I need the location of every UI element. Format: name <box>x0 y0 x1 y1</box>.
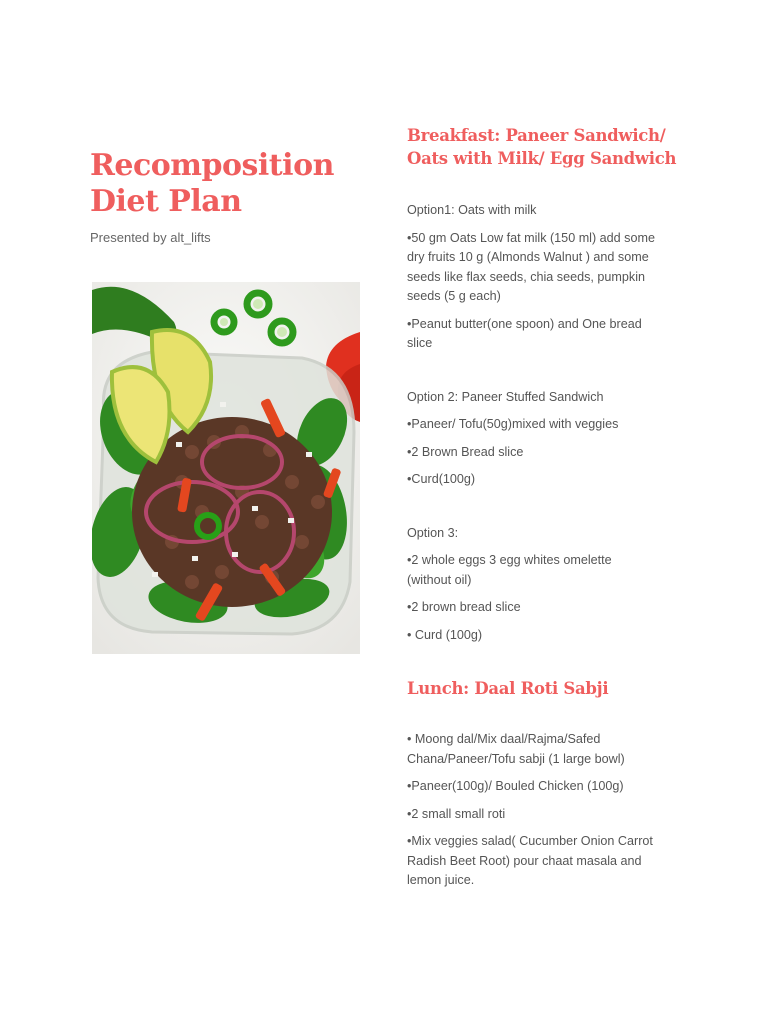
page-title <box>90 148 370 220</box>
text-line: lemon juice. <box>407 873 475 887</box>
option-2-item-2 <box>407 443 677 463</box>
title-block <box>90 148 370 245</box>
text-line: •2 Brown Bread slice <box>407 444 524 459</box>
text-line: •2 small small roti <box>407 806 506 821</box>
option-2-item-1 <box>407 415 677 435</box>
option-1-item-1 <box>407 229 677 307</box>
lunch-item-3 <box>407 805 677 825</box>
option-2-label: Option 2: Paneer Stuffed Sandwich <box>407 389 604 404</box>
text-line: seeds like flax seeds, chia seeds, pumpkin <box>407 269 646 284</box>
lunch-items <box>407 730 677 891</box>
text-line: •Mix veggies salad( Cucumber Onion Carrot <box>407 834 653 848</box>
breakfast-heading <box>407 124 677 170</box>
option-3-item-3 <box>407 626 677 646</box>
text-line: • Moong dal/Mix daal/Rajma/Safed <box>407 732 601 746</box>
text-line: •Curd(100g) <box>407 472 476 486</box>
breakfast-heading-line-1: Breakfast: Paneer Sandwich/ <box>407 126 666 145</box>
text-line: slice <box>407 336 433 350</box>
text-line: •Paneer/ Tofu(50g)mixed with veggies <box>407 417 619 431</box>
breakfast-option-1 <box>407 201 677 354</box>
option-2-item-3 <box>407 470 677 490</box>
text-line: • Curd (100g) <box>407 627 483 642</box>
lunch-heading: Lunch: Daal Roti Sabji <box>407 679 609 698</box>
option-1-label: Option1: Oats with milk <box>407 203 537 217</box>
lunch-item-1 <box>407 730 677 769</box>
text-line: •2 brown bread slice <box>407 600 521 614</box>
text-line: dry fruits 10 g (Almonds Walnut ) and some <box>407 250 649 264</box>
breakfast-heading-line-2: Oats with Milk/ Egg Sandwich <box>407 149 677 168</box>
page-title-line-1: Recomposition <box>90 148 334 183</box>
breakfast-option-3 <box>407 524 677 646</box>
page-title-line-2: Diet Plan <box>90 184 242 219</box>
option-3-label: Option 3: <box>407 525 459 540</box>
text-line: seeds (5 g each) <box>407 289 501 303</box>
breakfast-option-2 <box>407 388 677 490</box>
text-line: Chana/Paneer/Tofu sabji (1 large bowl) <box>407 751 625 766</box>
text-line: (without oil) <box>407 572 472 587</box>
salad-bowl-photo <box>92 282 360 654</box>
salad-illustration <box>92 282 360 654</box>
text-line: •50 gm Oats Low fat milk (150 ml) add some <box>407 230 655 245</box>
option-3-item-1 <box>407 551 677 590</box>
byline: Presented by alt_lifts <box>90 230 211 245</box>
text-line: •Paneer(100g)/ Bouled Chicken (100g) <box>407 779 624 793</box>
lunch-item-4 <box>407 832 677 891</box>
text-line: •2 whole eggs 3 egg whites omelette <box>407 553 612 567</box>
meal-plan <box>407 124 677 891</box>
lunch-item-2 <box>407 777 677 797</box>
text-line: Radish Beet Root) pour chaat masala and <box>407 853 642 868</box>
option-1-item-2 <box>407 315 677 354</box>
option-3-item-2 <box>407 598 677 618</box>
text-line: •Peanut butter(one spoon) and One bread <box>407 316 642 331</box>
